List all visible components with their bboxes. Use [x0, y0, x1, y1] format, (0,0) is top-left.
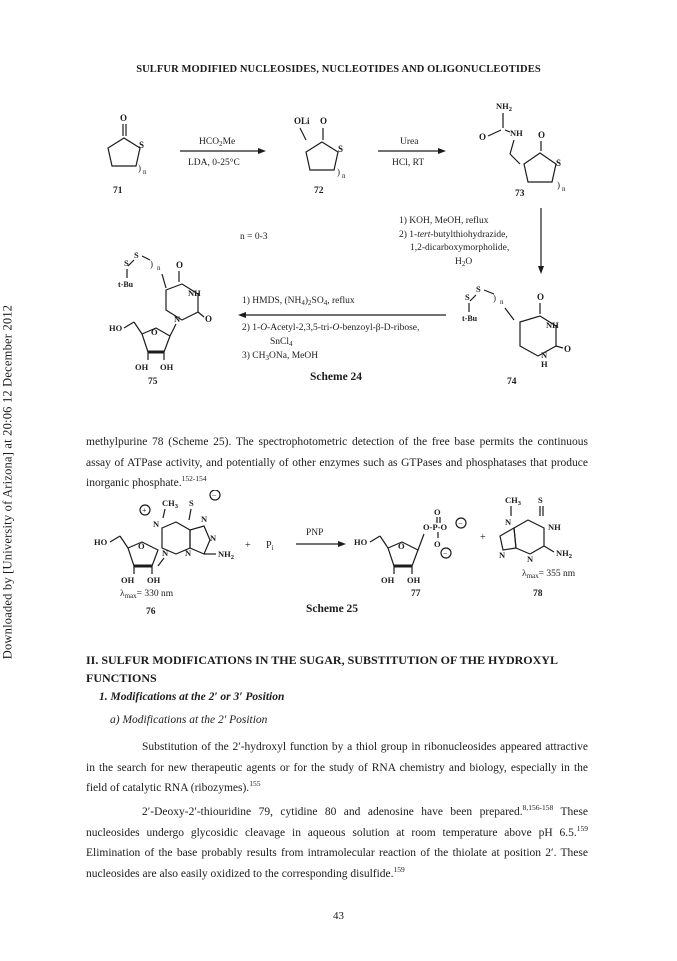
- svg-text:O-P-O: O-P-O: [423, 522, 448, 532]
- scheme-24-title: Scheme 24: [310, 371, 363, 383]
- compound-72-structure: [294, 116, 346, 180]
- compound-74-label: 74: [507, 377, 517, 387]
- paragraph-3-text-a: 2′-Deoxy-2′-thiouridine 79, cytidine 80 and adenosine have been prepared.: [142, 806, 523, 818]
- svg-text:n: n: [500, 298, 504, 306]
- compound-72-label: 72: [314, 186, 324, 196]
- svg-text:N: N: [527, 554, 534, 564]
- subsection-heading: 1. Modifications at the 2′ or 3′ Position: [99, 691, 285, 703]
- svg-text:): ): [150, 259, 153, 269]
- compound-77-structure: [354, 507, 466, 585]
- svg-text:OH: OH: [381, 575, 395, 585]
- paragraph-3-ref-1: 8,156-158: [522, 803, 554, 813]
- svg-text:N: N: [541, 350, 548, 360]
- svg-text:OLi: OLi: [294, 116, 310, 126]
- plus-sign-2: +: [480, 532, 486, 543]
- svg-text:S: S: [465, 292, 470, 302]
- svg-text:−: −: [443, 549, 448, 558]
- plus-sign-1: +: [245, 540, 251, 551]
- svg-text:n: n: [342, 172, 346, 180]
- svg-text:NH2: $NH_2$: [496, 101, 512, 113]
- download-note: Downloaded by [University of Arizona] at 20:06 12 December 2012: [0, 304, 15, 660]
- subsubsection-heading: a) Modifications at the 2′ Position: [110, 714, 268, 726]
- svg-text:O: O: [398, 541, 405, 551]
- paragraph-3-text-b: These nucleosides undergo glycosidic cleavage in aqueous solution at room temperature above pH 6.5.: [86, 806, 588, 839]
- step1-conditions: LDA, 0-25°C: [188, 158, 240, 168]
- lambda-76: $\lambda_{max}= 330$ nm: [120, 589, 174, 600]
- svg-text:HO: HO: [94, 537, 108, 547]
- svg-text:O: O: [138, 541, 145, 551]
- svg-text:OH: OH: [160, 362, 174, 372]
- paragraph-1-ref: 152-154: [181, 474, 207, 484]
- svg-text:t-Bu: t-Bu: [118, 280, 134, 289]
- scheme-25-title: Scheme 25: [306, 603, 359, 615]
- svg-text:OH: OH: [147, 575, 161, 585]
- paragraph-3: [86, 802, 588, 884]
- svg-text:t-Bu: t-Bu: [462, 314, 478, 323]
- paragraph-3-ref-3: 159: [393, 864, 405, 874]
- svg-text:S: S: [134, 250, 139, 260]
- svg-text:NH: NH: [548, 522, 561, 532]
- compound-78-label: 78: [533, 589, 543, 599]
- step3-line1: 1) KOH, MeOH, reflux: [399, 216, 489, 226]
- svg-text:OH: OH: [135, 362, 149, 372]
- svg-text:CH3: $CH_3$: [162, 498, 178, 510]
- compound-73-label: 73: [515, 189, 525, 199]
- svg-text:n: n: [157, 264, 161, 272]
- step4-line2: 2) 1-O-Acetyl-2,3,5-tri-O-benzoyl-β-D-ribose,: [242, 323, 420, 333]
- svg-text:n: n: [562, 185, 566, 193]
- svg-text:O: O: [479, 132, 487, 142]
- svg-text:O: O: [564, 344, 572, 354]
- svg-text:NH: NH: [188, 288, 201, 298]
- svg-text:N: N: [185, 548, 192, 558]
- svg-text:S: S: [538, 495, 543, 505]
- svg-text:H: H: [541, 359, 548, 369]
- section-heading: II. SULFUR MODIFICATIONS IN THE SUGAR, SUBSTITUTION OF THE HYDROXYL FUNCTIONS: [86, 653, 558, 685]
- svg-text:O: O: [537, 292, 545, 302]
- compound-77-label: 77: [411, 589, 421, 599]
- svg-text:NH: NH: [510, 128, 523, 138]
- compound-71-structure: [108, 113, 147, 176]
- lambda-78: $\lambda_{max}= 355$ nm: [522, 569, 576, 580]
- svg-text:+: +: [142, 506, 147, 515]
- step4-line4: 3) $CH_3ONa$, MeOH: [242, 351, 319, 362]
- compound-75-structure: [109, 250, 212, 372]
- page-number: 43: [333, 910, 344, 922]
- svg-text:−: −: [458, 519, 463, 528]
- n-range-label: n = 0-3: [240, 232, 268, 242]
- svg-text:HO: HO: [109, 323, 123, 333]
- svg-text:n: n: [143, 168, 147, 176]
- svg-text:S: S: [189, 498, 194, 508]
- svg-text:O: O: [120, 113, 128, 123]
- step2-conditions: HCl, RT: [392, 158, 425, 168]
- svg-text:S: S: [124, 258, 129, 268]
- svg-text:OH: OH: [407, 575, 421, 585]
- paragraph-1: [86, 432, 588, 494]
- svg-text:O: O: [151, 327, 158, 337]
- paragraph-1-text: methylpurine 78 (Scheme 25). The spectrophotometric detection of the free base permits the continuous assay of ATPase activity, and potentially of other enzymes such as GTPases and phosphatases that produce inorganic phosphate.: [86, 436, 588, 489]
- svg-text:S: S: [139, 140, 145, 150]
- svg-text:N: N: [162, 548, 169, 558]
- svg-text:): ): [138, 163, 141, 173]
- svg-text:S: S: [476, 284, 481, 294]
- compound-74-structure: [462, 284, 571, 369]
- svg-text:N: N: [499, 550, 506, 560]
- compound-71-label: 71: [113, 186, 123, 196]
- svg-text:N: N: [153, 519, 160, 529]
- svg-text:S: S: [556, 158, 562, 168]
- compound-78-structure: [499, 495, 572, 564]
- scheme-24: [0, 88, 677, 410]
- svg-text:OH: OH: [121, 575, 135, 585]
- svg-text:N: N: [174, 314, 181, 324]
- paragraph-2-text: Substitution of the 2′-hydroxyl function by a thiol group in ribonucleosides appeared attractive in the search for new therapeutic agents or for the study of RNA chemistry and biology, especially in the field of catalytic RNA (ribozymes).: [86, 741, 588, 794]
- svg-text:O: O: [320, 116, 328, 126]
- svg-text:CH3: $CH_3$: [505, 495, 521, 507]
- scheme-25: [0, 490, 677, 620]
- svg-text:O: O: [434, 539, 441, 549]
- svg-text:O: O: [434, 507, 441, 517]
- svg-text:O: O: [176, 260, 184, 270]
- svg-text:): ): [557, 180, 560, 190]
- step3-line2: 2) 1-tert-butylthiohydrazide,: [399, 230, 508, 240]
- svg-text:N: N: [210, 533, 217, 543]
- svg-text:): ): [337, 167, 340, 177]
- compound-76-label: 76: [146, 607, 156, 617]
- svg-text:N: N: [201, 514, 208, 524]
- paragraph-3-text-c: Elimination of the base probably results from intramolecular reaction of the thiolate at position 2′. These nucleosides are also easily oxidized to the corresponding disulfide.: [86, 847, 588, 880]
- compound-73-structure: [479, 101, 566, 193]
- compound-75-label: 75: [148, 377, 158, 387]
- svg-text:NH: NH: [546, 320, 559, 330]
- step4-line1: 1) HMDS, $(NH_4)_2SO_4$, reflux: [242, 296, 355, 307]
- svg-text:O: O: [205, 314, 213, 324]
- svg-text:N: N: [505, 517, 512, 527]
- running-header: SULFUR MODIFIED NUCLEOSIDES, NUCLEOTIDES AND OLIGONUCLEOTIDES: [136, 64, 541, 75]
- svg-text:NH2: $NH_2$: [218, 549, 234, 561]
- svg-text:O: O: [538, 130, 546, 140]
- step1-reagent: $HCO_2Me$: [199, 137, 236, 148]
- step3-line4: $H_2O$: [455, 257, 473, 268]
- phosphate-pi: $P_i$: [266, 540, 274, 552]
- svg-text:): ): [493, 293, 496, 303]
- compound-76-structure: [94, 490, 234, 585]
- svg-text:S: S: [338, 144, 344, 154]
- step3-line3: 1,2-dicarboxymorpholide,: [410, 243, 510, 253]
- svg-text:NH2: $NH_2$: [556, 548, 572, 560]
- svg-text:HO: HO: [354, 537, 368, 547]
- enzyme-pnp: PNP: [306, 528, 324, 538]
- svg-text:−: −: [212, 491, 217, 500]
- paragraph-2: [86, 737, 588, 799]
- step4-line3: SnCl$_4$: [270, 337, 293, 348]
- paragraph-3-ref-2: 159: [576, 823, 588, 833]
- paragraph-2-ref: 155: [249, 779, 261, 789]
- step2-reagent: Urea: [400, 137, 419, 147]
